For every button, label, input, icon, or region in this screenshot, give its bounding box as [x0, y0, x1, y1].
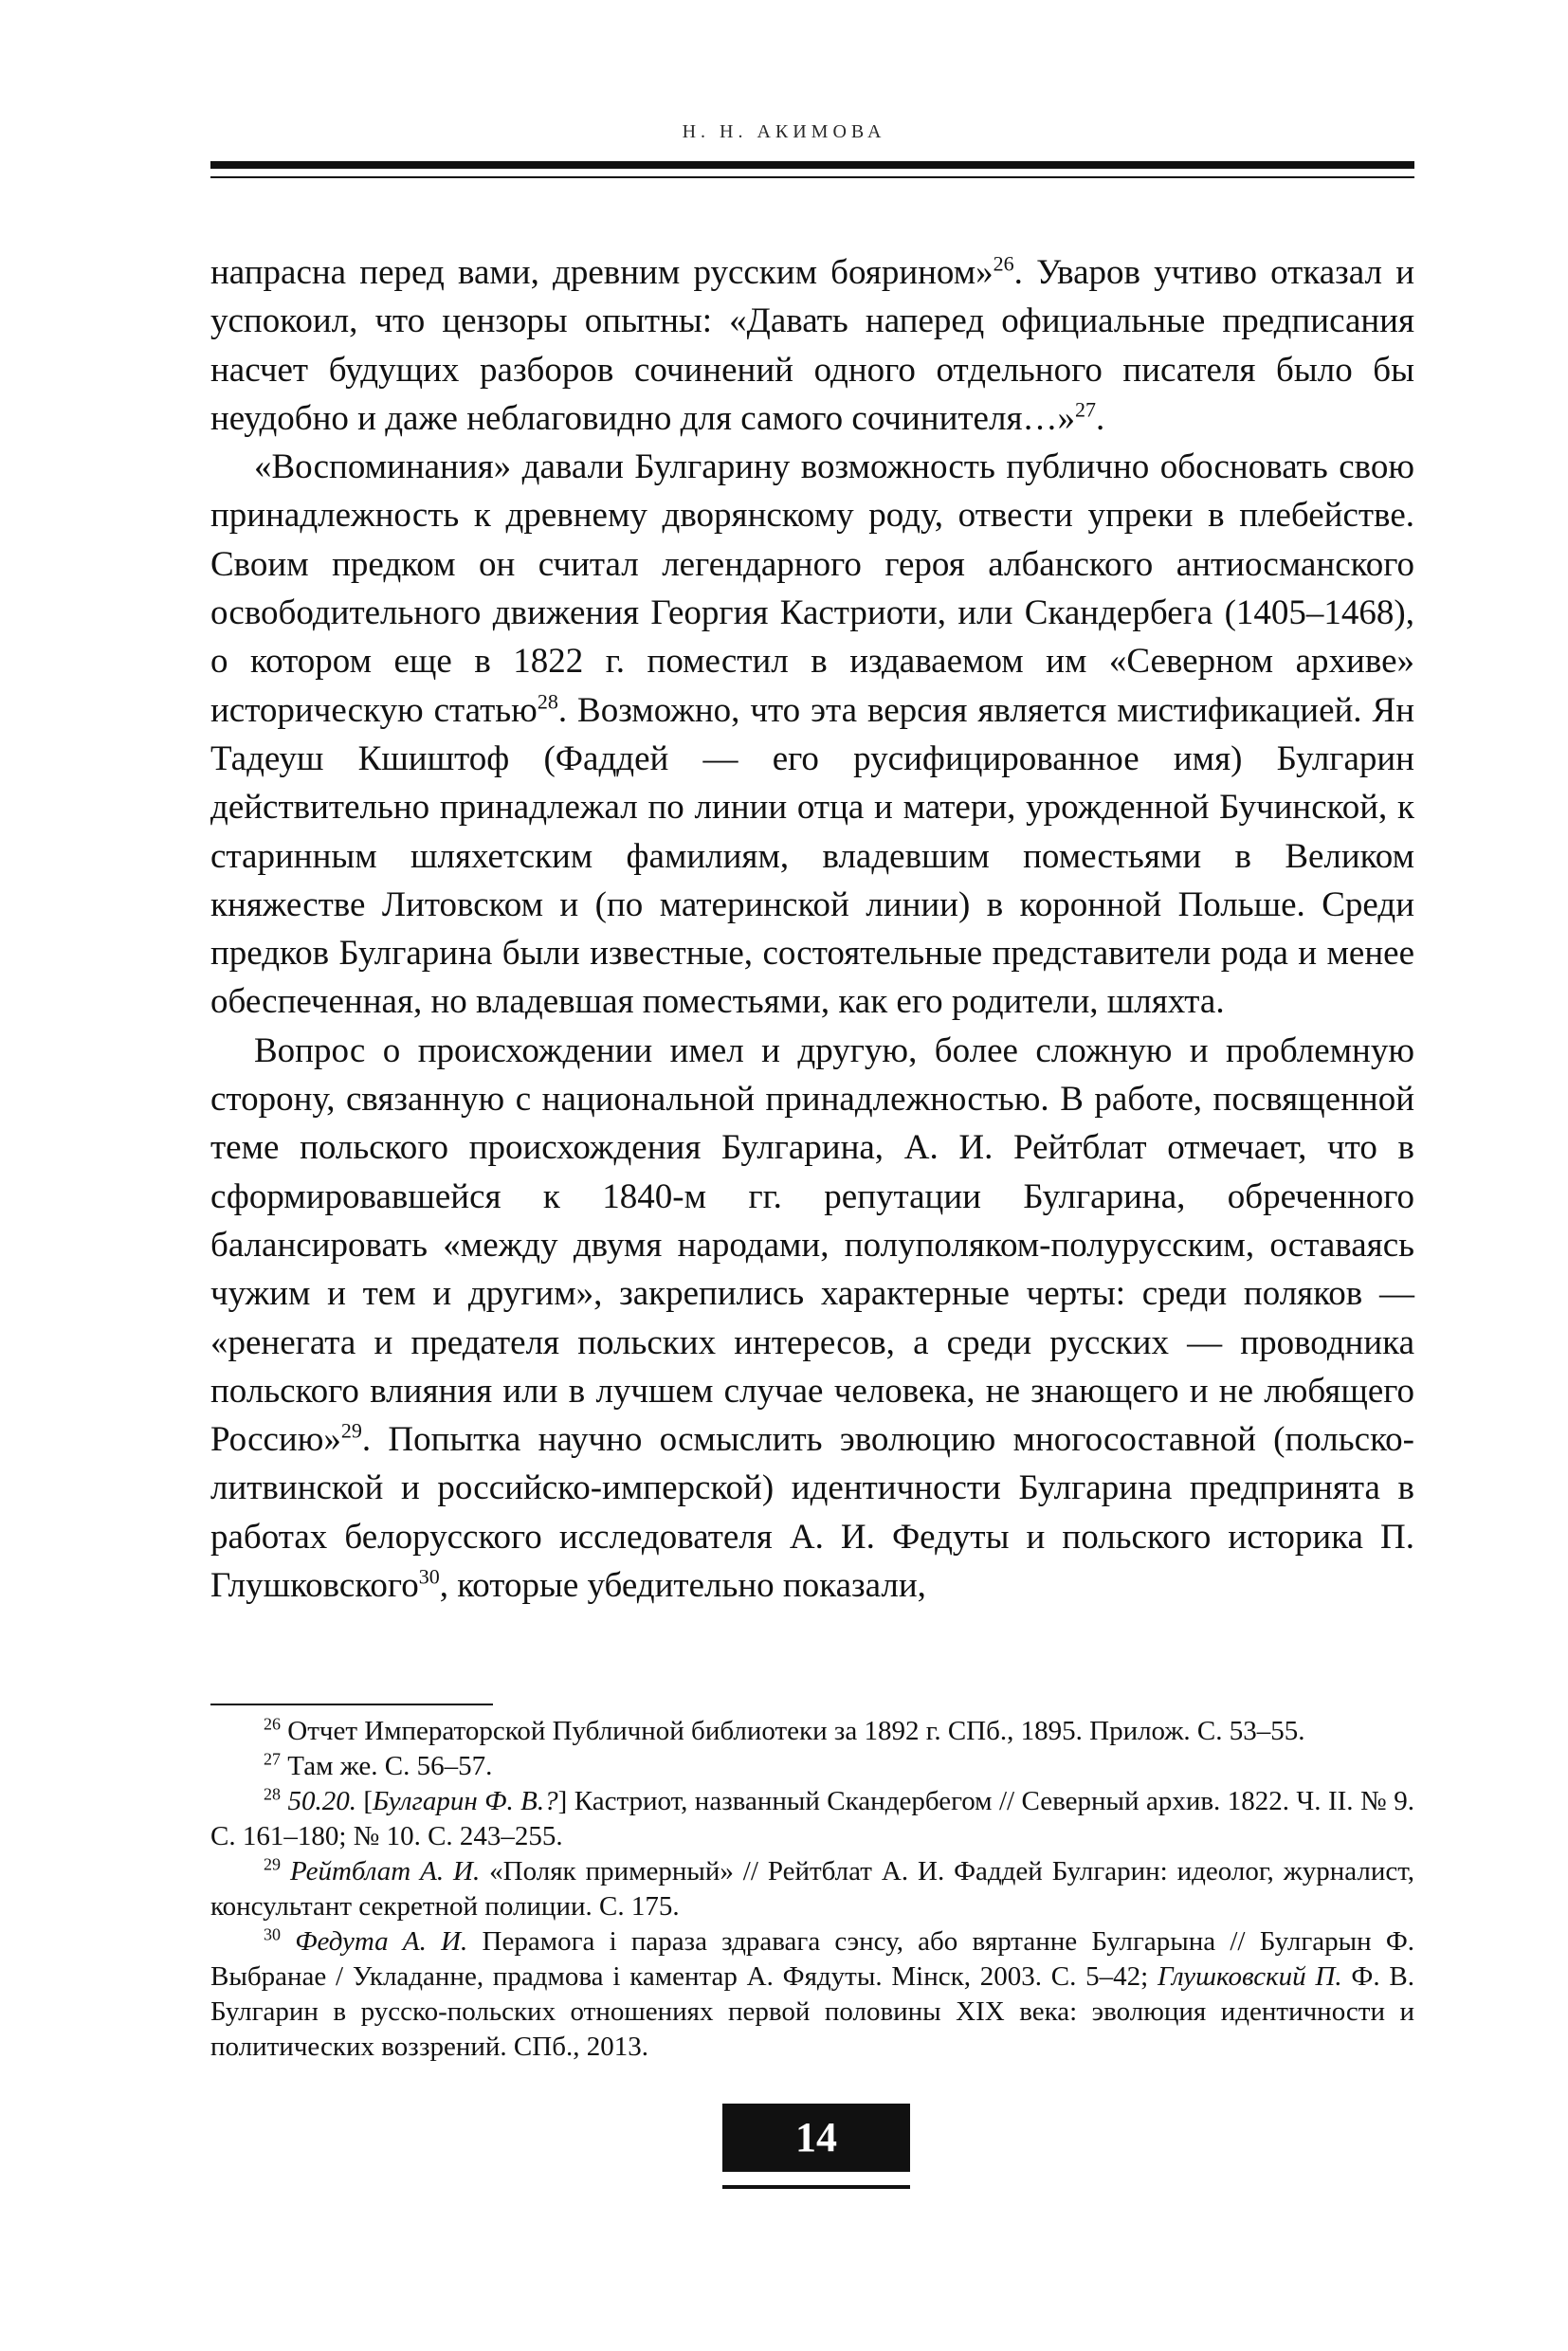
footnote-ref-29: 29	[340, 1418, 362, 1443]
footnote-ref-27: 27	[1074, 397, 1096, 422]
page-number: 14	[722, 2104, 910, 2172]
footnote-ref-26: 26	[993, 251, 1014, 276]
footnote-text: «Поляк примерный» // Рейтблат А. И. Фаддей Булгарин: идеолог, журналист, консультант секретной полиции. С. 175.	[210, 1856, 1414, 1922]
paragraph-3-text-b: . Попытка научно осмыслить эволюцию многосоставной (польско-литвинской и российско-имперской) идентичности Булгарина предпринята в работах белорусского исследователя А. И. Федуты и польского историка П. Глушковского	[210, 1420, 1414, 1606]
footnote-ref-30: 30	[418, 1564, 440, 1589]
footnote-text: Ф. В. Булгарин в русско-польских отношениях первой половины XIX века: эволюция идентичности и политических воззрений. СПб., 2013.	[210, 1961, 1414, 2062]
footnote-28	[210, 1784, 1414, 1854]
footnote-text: Отчет Императорской Публичной библиотеки за 1892 г. СПб., 1895. Прилож. С. 53–55.	[287, 1716, 1305, 1746]
paragraph-1-text-c: .	[1095, 398, 1105, 438]
paragraph-1-text-b: . Уваров учтиво отказал и успокоил, что цензоры опытны: «Давать наперед официальные предписания насчет будущих разборов сочинений одного отдельного писателя было бы неудобно и даже неблаговидно для самого сочинителя…»	[210, 253, 1414, 438]
paragraph-3	[210, 1027, 1414, 1611]
footnotes	[210, 1714, 1414, 2065]
page-number-rule	[722, 2185, 910, 2189]
paragraph-2-text-a: «Воспоминания» давали Булгарину возможность публично обосновать свою принадлежность к древнему дворянскому роду, отвести упреки в плебействе. Своим предком он считал легендарного героя албанского антиосманского освободительного движения Георгия Кастриоти, или Скандербега (1405–1468), о котором еще в 1822 г. поместил в издаваемом им «Северном архиве» историческую статью	[210, 447, 1414, 730]
footnote-30	[210, 1924, 1414, 2065]
running-head: Н. Н. АКИМОВА	[682, 121, 886, 142]
footnote-text: Там же. С. 56–57.	[287, 1751, 493, 1781]
footnote-number: 28	[264, 1784, 281, 1804]
footnote-italic: Булгарин Ф. В.?	[373, 1786, 558, 1816]
footnote-number: 26	[264, 1714, 281, 1734]
footnote-italic: Рейтблат А. И.	[289, 1856, 481, 1886]
footnote-27	[210, 1749, 1414, 1784]
footnote-text: [	[356, 1786, 374, 1816]
paragraph-3-text-a: Вопрос о происхождении имел и другую, более сложную и проблемную сторону, связанную с национальной принадлежностью. В работе, посвященной теме польского происхождения Булгарина, А. И. Рейтблат отмечает, что в сформировавшейся к 1840-м гг. репутации Булгарина, обреченного балансировать «между двумя народами, полуполяком-полурусским, оставаясь чужим и тем и другим», закрепились характерные черты: среди поляков — «ренегата и предателя польских интересов, а среди русских — проводника польского влияния или в лучшем случае человека, не знающего и не любящего Россию»	[210, 1030, 1414, 1460]
paragraph-1	[210, 248, 1414, 443]
footnote-text: ] Кастриот, названный Скандербегом // Северный архив. 1822. Ч. II. № 9. С. 161–180; № 10. С. 243–255.	[210, 1786, 1414, 1851]
header-rule-thin	[210, 176, 1414, 178]
footnote-number: 30	[264, 1924, 281, 1944]
footnote-italic: Глушковский П.	[1158, 1961, 1342, 1992]
paragraph-2	[210, 443, 1414, 1027]
header-rule-thick	[210, 161, 1414, 169]
paragraph-3-text-c: , которые убедительно показали,	[439, 1566, 926, 1606]
footnote-ref-28: 28	[537, 689, 558, 714]
main-text	[210, 248, 1414, 1610]
footnote-26	[210, 1714, 1414, 1749]
footnote-italic: Федута А. И.	[295, 1926, 468, 1957]
footnote-number: 29	[264, 1854, 281, 1874]
paragraph-1-text-a: напрасна перед вами, древним русским боярином»	[210, 253, 994, 292]
footnote-italic: 50.20.	[287, 1786, 356, 1816]
paragraph-2-text-b: . Возможно, что эта версия является мистификацией. Ян Тадеуш Кшиштоф (Фаддей — его русифицированное имя) Булгарин действительно принадлежал по линии отца и матери, урожденной Бучинской, к старинным шляхетским фамилиям, владевшим поместьями в Великом княжестве Литовском и (по материнской линии) в коронной Польше. Среди предков Булгарина были известные, состоятельные представители рода и менее обеспеченная, но владевшая поместьями, как его родители, шляхта.	[210, 690, 1414, 1022]
footnote-separator	[210, 1704, 493, 1705]
footnote-text: Перамога і параза здравага сэнсу, або вяртанне Булгарына // Булгарын Ф. Выбранае / Укладанне, прадмова і каментар А. Фядуты. Мінск, 2003. С. 5–42;	[210, 1926, 1414, 1992]
footnote-number: 27	[264, 1749, 281, 1769]
footnote-29	[210, 1854, 1414, 1924]
